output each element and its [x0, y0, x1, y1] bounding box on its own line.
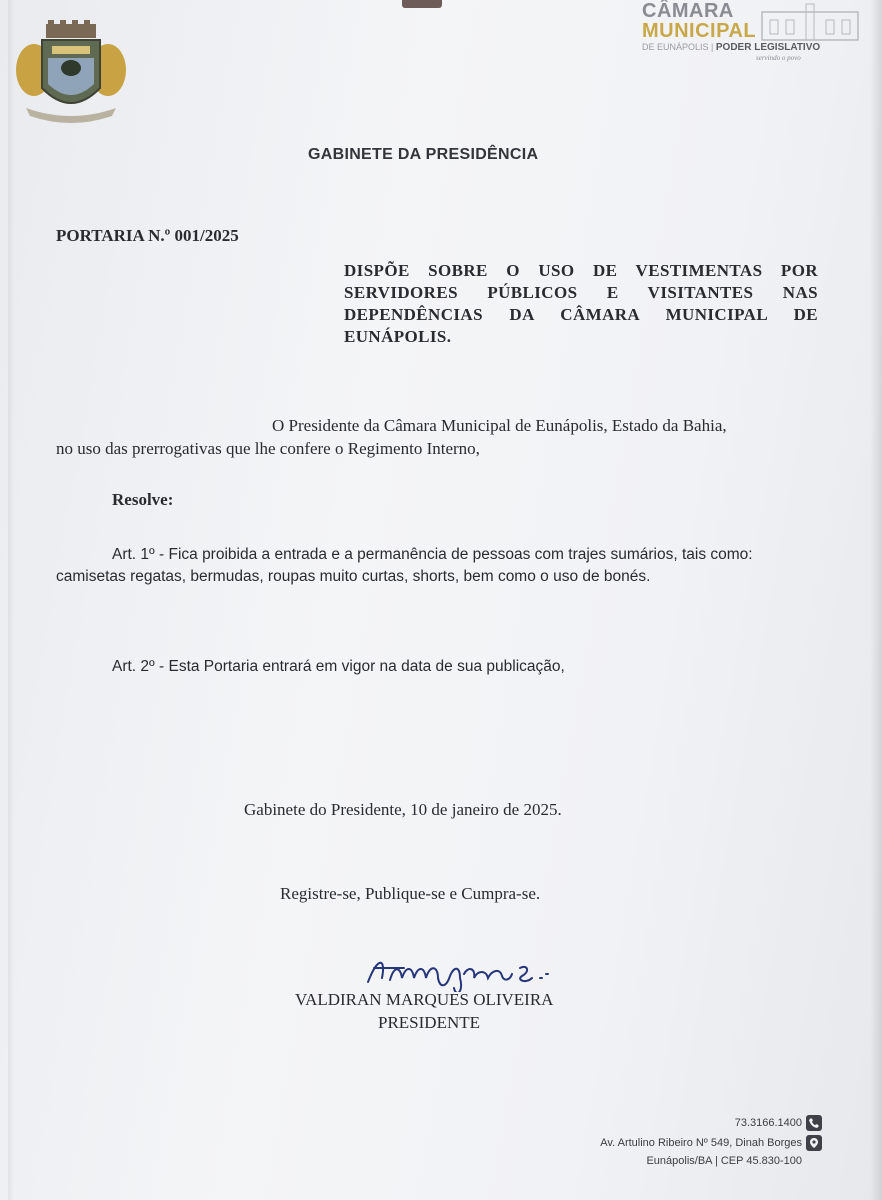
date-line: Gabinete do Presidente, 10 de janeiro de 2025.: [244, 800, 562, 819]
article-1-line-2: camisetas regatas, bermudas, roupas muito curtas, shorts, bem como o uso de bonés.: [56, 568, 651, 585]
phone-icon: [806, 1115, 822, 1131]
brand-line1: CÂMARA: [642, 0, 734, 22]
location-pin-icon: [806, 1135, 822, 1151]
footer-phone: 73.3166.1400: [734, 1117, 802, 1129]
paper-edge-shadow: [870, 0, 882, 1200]
tape-strip: [402, 0, 442, 8]
ordinance-number: PORTARIA N.º 001/2025: [56, 226, 239, 245]
article-2: Art. 2º - Esta Portaria entrará em vigor na data de sua publicação,: [112, 658, 565, 675]
footer-city-cep: Eunápolis/BA | CEP 45.830-100: [646, 1155, 802, 1167]
office-heading: GABINETE DA PRESIDÊNCIA: [308, 146, 539, 163]
closing-formula: Registre-se, Publique-se e Cumpra-se.: [280, 884, 541, 903]
brand-tagline: servindo o povo: [756, 54, 801, 62]
brand-divider: |: [711, 42, 716, 52]
brand-line2: MUNICIPAL: [642, 20, 757, 42]
building-icon: [760, 2, 860, 42]
intro-line-2: no uso das prerrogativas que lhe confere o Regimento Interno,: [56, 439, 480, 458]
brand-branch: PODER LEGISLATIVO: [715, 42, 821, 53]
article-1-line-1: Art. 1º - Fica proibida a entrada e a permanência de pessoas com trajes sumários, tais como:: [112, 546, 753, 563]
intro-line-1: O Presidente da Câmara Municipal de Eunápolis, Estado da Bahia,: [272, 416, 727, 435]
signer-name: VALDIRAN MARQUES OLIVEIRA: [295, 990, 554, 1009]
brand-subtitle: [642, 42, 820, 53]
ordinance-summary: DISPÕE SOBRE O USO DE VESTIMENTAS POR SERVIDORES PÚBLICOS E VISITANTES NAS DEPENDÊNCIAS DA CÂMARA MUNICIPAL DE EUNÁPOLIS.: [344, 261, 818, 346]
handwritten-signature: [360, 948, 600, 992]
paper-fold-shadow: [8, 0, 14, 1200]
signer-role: PRESIDENTE: [378, 1013, 480, 1032]
resolve-heading: Resolve:: [112, 490, 174, 509]
footer-address: Av. Artulino Ribeiro Nº 549, Dinah Borges: [600, 1137, 802, 1149]
camara-municipal-logo: [636, 0, 866, 70]
municipal-coat-of-arms-icon: [12, 18, 130, 128]
brand-city: DE EUNÁPOLIS: [642, 42, 709, 52]
